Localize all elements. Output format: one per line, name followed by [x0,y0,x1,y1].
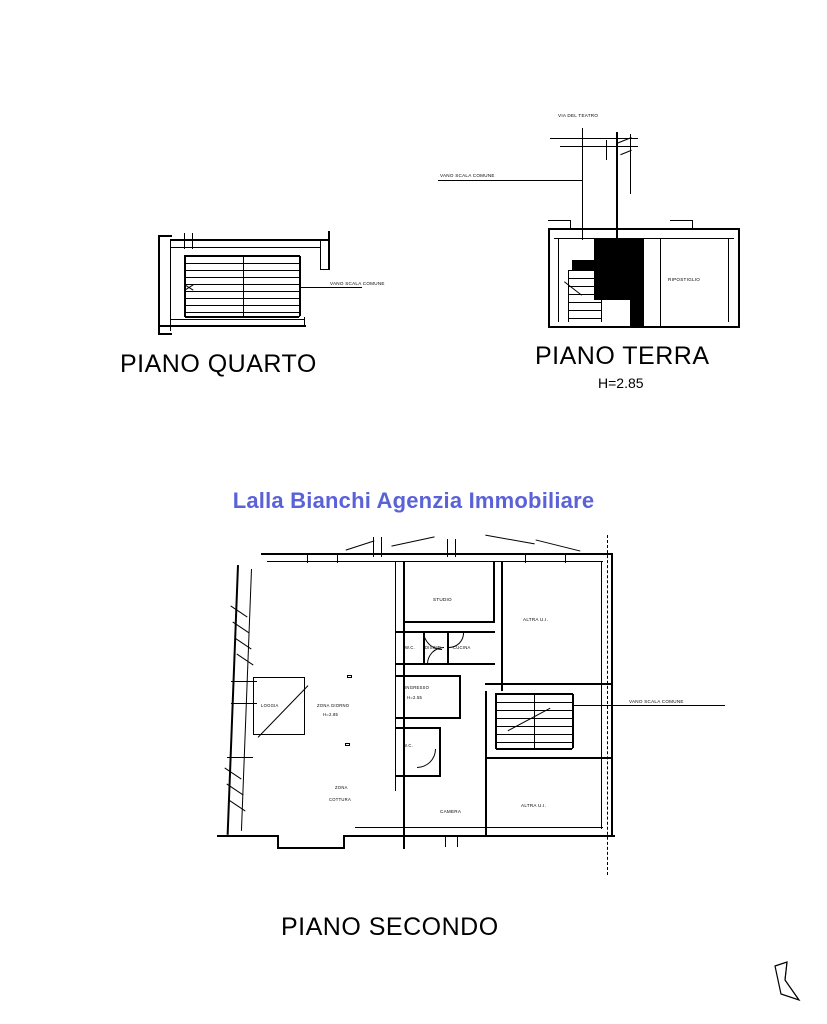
partition-v-main [403,561,405,849]
label-ingresso-height: H=2.55 [407,695,423,700]
wall-top [170,239,330,241]
label-cucina: CUCINA [453,645,471,650]
band-wall-top [395,631,495,633]
plan-piano-secondo [195,535,684,895]
opening-tick-bottom-2 [457,835,458,847]
secondo-wall-bottom-mid [277,847,345,849]
stair-flight [184,255,300,317]
terra-notch-top [548,220,570,221]
terra-wall-right-inner [728,238,729,322]
secondo-wall-top [261,553,611,555]
secondo-wall-bottom-right [343,835,615,837]
leader-line-vano-scala [300,287,362,288]
wall-left-bottom-cap [158,333,172,335]
left-wall-mark-3 [227,757,253,758]
wall-right-outer [328,231,330,269]
label-vano-scala-comune: VANO SCALA COMUNE [330,281,385,286]
secondo-wall-bottom-left [217,835,279,837]
opening-tick-bottom-1 [445,835,446,847]
secondo-wall-left-inner [241,569,252,831]
terra-wall-right [738,228,740,328]
terra-stair-mass-2 [630,238,644,326]
label-via-del-teatro: VIA DEL TEATRO [558,113,599,118]
label-zona: ZONA [335,785,348,790]
altraui-top-wall-left [501,561,503,691]
studio-wall-right [493,561,495,623]
wall-bottom-inner [170,319,304,320]
terra-wall-top [548,228,740,230]
door-swing-wc2 [417,749,436,768]
leader-line-secondo-vano [573,705,725,706]
wall-right-cap [320,269,330,270]
ripostiglio-wall-left [660,238,661,326]
terra-wall-left [548,228,550,328]
secondo-wall-top-inner [267,561,603,562]
roof-hatch-4 [536,539,581,551]
label-studio: STUDIO [433,597,452,602]
north-arrow-icon [769,960,809,1008]
secondo-wall-left-outer [227,565,239,835]
terra-wall-left-inner [558,238,559,322]
ingresso-wall-right [459,675,461,717]
loggia-hatch-1 [230,605,247,617]
secondo-stair-treads [495,693,573,749]
roof-hatch-1 [346,540,375,550]
wc2-wall-top [395,727,441,729]
roof-tick-a [373,537,374,557]
ingresso-wall-top [395,675,461,677]
terra-wall-bottom [548,326,740,328]
secondo-wall-right [611,553,613,837]
label-zona-giorno-height: H=2.85 [323,712,339,717]
secondo-wall-step-v2 [343,835,345,849]
facade-line-1 [582,128,583,240]
terra-stair-treads [568,270,602,322]
loggia-hatch-4 [236,653,253,665]
agency-banner: Lalla Bianchi Agenzia Immobiliare [232,488,595,513]
label-altra-ui-bottom: ALTRA U.I. [521,803,547,808]
terra-notch-left [570,220,571,230]
roof-tick-b [381,537,382,557]
wc2-wall-bottom [395,775,441,777]
wall-left-inner [170,239,171,331]
loggia-hatch-5 [224,767,241,779]
terra-notch-right [692,220,693,230]
street-line-2 [560,146,638,147]
wc2-wall-right [439,727,441,777]
label-vano-scala-comune-secondo: VANO SCALA COMUNE [629,699,684,704]
opening-tick-4 [565,553,566,563]
label-ingresso: INGRESSO [405,685,430,690]
label-vano-scala-comune-terra: VANO SCALA COMUNE [440,173,495,178]
secondo-wall-bottom-inner [355,827,603,828]
label-ripostiglio: RIPOSTIGLIO [668,277,701,282]
opening-tick-1 [307,553,308,563]
facade-line-3 [630,134,631,194]
plan-piano-terra [440,110,780,350]
facade-line-4 [606,140,607,160]
stairshaft-wall-top [485,683,611,685]
plan-title-piano-terra: PIANO TERRA [535,342,710,370]
wall-bottom [158,325,306,327]
wall-left-outer [158,235,160,335]
plan-title-piano-quarto: PIANO QUARTO [120,350,317,378]
label-zona-giorno: ZONA GIORNO [317,703,350,708]
right-mid-divider [485,757,611,759]
secondo-wall-right-inner [601,561,602,829]
plan-piano-quarto [140,225,460,345]
wall-bottom-right-tick [304,317,305,327]
wall-right-inner [320,239,321,269]
roof-hatch-3 [485,535,534,545]
furniture-mark-2 [345,743,350,746]
label-altra-ui-top: ALTRA U.I. [523,617,549,622]
label-loggia: LOGGIA [261,703,279,708]
plan-title-piano-secondo: PIANO SECONDO [281,913,499,941]
label-wc-2: W.C. [403,743,414,748]
wall-tick-2 [192,233,193,249]
facade-line-2 [616,132,618,242]
opening-tick-3 [525,553,526,563]
studio-wall-bottom [403,621,495,623]
wall-left-top-cap [158,235,172,237]
label-wc-1: W.C. [405,645,416,650]
label-cottura: COTTURA [329,797,351,802]
roof-tick-d [455,539,456,557]
roof-hatch-2 [391,536,434,546]
wall-tick-1 [184,233,185,249]
plan-subtitle-piano-terra: H=2.85 [598,375,644,391]
roof-tick-c [447,539,448,557]
label-camera: CAMERA [440,809,462,814]
ingresso-wall-bottom [395,717,461,719]
right-mid-divider-v [485,691,487,837]
ripostiglio-wall-top [660,238,728,239]
opening-tick-2 [337,553,338,563]
label-disimp: DISIMP. [425,645,442,650]
terra-notch-right-top [670,220,692,221]
leader-line-vano-scala-terra [438,180,582,181]
band-wall-bottom [395,663,495,665]
furniture-mark-1 [347,675,352,678]
terra-stair-mass-3 [572,260,596,270]
